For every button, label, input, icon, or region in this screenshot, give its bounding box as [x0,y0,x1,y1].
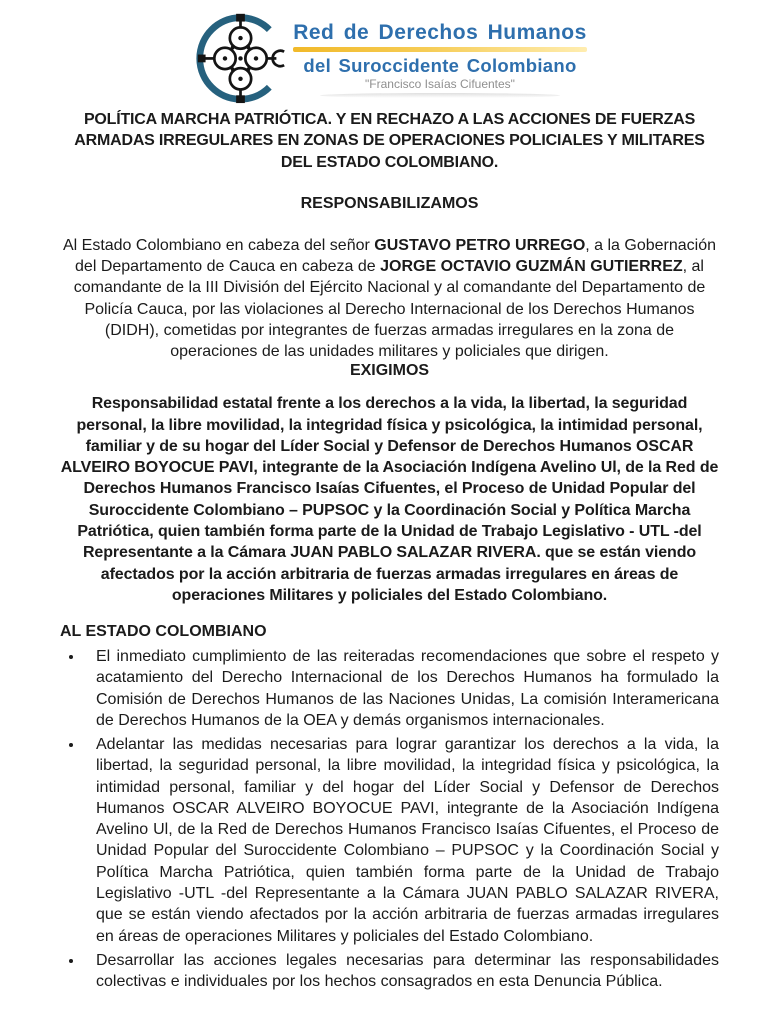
logo-title: Red de Derechos Humanos [293,20,587,44]
demand-item [84,734,719,947]
demand-item-text: El inmediato cumplimiento de las reiteradas recomendaciones que sobre el respeto y acatamiento del Derecho Internacional de los Derechos Humanos ha formulado la Comisión de Derechos Humanos de las Naciones Unidas, La comisión Interamericana de Derechos Humanos de la OEA y demás organismos internacionales. [96,648,719,729]
exigimos-paragraph: Responsabilidad estatal frente a los derechos a la vida, la libertad, la seguridad personal, la libre movilidad, la integridad física y psicológica, la intimidad personal, familiar y de su hogar del Líder Social y Defensor de Derechos Humanos OSCAR ALVEIRO BOYOCUE PAVI, integrante de la Asociación Indígena Avelino Ul, de la Red de Derechos Humanos Francisco Isaías Cifuentes, el Proceso de Unidad Popular del Suroccidente Colombiano – PUPSOC y la Coordinación Social y Política Marcha Patriótica, quien también forma parte de la Unidad de Trabajo Legislativo - UTL -del Representante a la Cámara JUAN PABLO SALAZAR RIVERA. que se están viendo afectados por la acción arbitraria de fuerzas armadas irregulares en áreas de operaciones Militares y policiales del Estado Colombiano. [60,395,719,604]
text-segment: , a la Gobernación del Departamento de Cauca en cabeza de [75,236,717,276]
logo-shadow [320,93,561,98]
responsabilizamos-paragraph [60,235,719,363]
al-estado-colombiano-heading: AL ESTADO COLOMBIANO [60,623,267,641]
logo-tagline: "Francisco Isaías Cifuentes" [365,77,515,92]
demands-list [60,646,719,992]
logo-header [60,8,719,105]
demand-item [84,646,719,731]
text-segment: Al Estado Colombiano en cabeza del señor [62,236,375,254]
logo-textblock [293,15,587,98]
demand-item [84,950,719,993]
demand-item-text: Desarrollar las acciones legales necesarias para determinar las responsabilidades colectivas e individuales por los hechos consagrados en esta Denuncia Pública. [96,951,719,991]
network-emblem-icon [192,8,289,105]
logo-subtitle: del Suroccidente Colombiano [303,54,577,76]
document-title: POLÍTICA MARCHA PATRIÓTICA. Y EN RECHAZO A LAS ACCIONES DE FUERZAS ARMADAS IRREGULARES EN ZONAS DE OPERACIONES POLICIALES Y MILITARES DEL ESTADO COLOMBIANO. [74,111,705,171]
demand-item-text: Adelantar las medidas necesarias para lograr garantizar los derechos a la vida, la libertad, la seguridad personal, la libre movilidad, la integridad física y psicológica, la intimidad personal, familiar y del hogar del Líder Social y Defensor de Derechos Humanos OSCAR ALVEIRO BOYOCUE PAVI, integrante de la Asociación Indígena Avelino Ul, de la Red de Derechos Humanos Francisco Isaías Cifuentes, el Proceso de Unidad Popular del Suroccidente Colombiano – PUPSOC y la Coordinación Social y Política Marcha Patriótica, quien también forma parte de la Unidad de Trabajo Legislativo -UTL -del Representante a la Cámara JUAN PABLO SALAZAR RIVERA, que se están viendo afectados por la acción arbitraria de fuerzas armadas irregulares en áreas de operaciones Militares y policiales del Estado Colombiano. [96,736,719,945]
responsabilizamos-heading: RESPONSABILIZAMOS [300,194,479,212]
exigimos-heading: EXIGIMOS [349,362,430,380]
logo-gold-underline [293,47,587,52]
bold-name-segment: JORGE OCTAVIO GUZMÁN GUTIERREZ [380,258,683,276]
bold-name-segment: GUSTAVO PETRO URREGO [374,236,586,254]
text-segment: , al comandante de la III División del Ejército Nacional y al comandante del Departamento de Policía Cauca, por las violaciones al Derecho Internacional de los Derechos Humanos (DIDH), cometidas por integrantes de fuerzas armadas irregulares en la zona de operaciones de las unidades militares y policiales que dirigen. [73,258,706,361]
